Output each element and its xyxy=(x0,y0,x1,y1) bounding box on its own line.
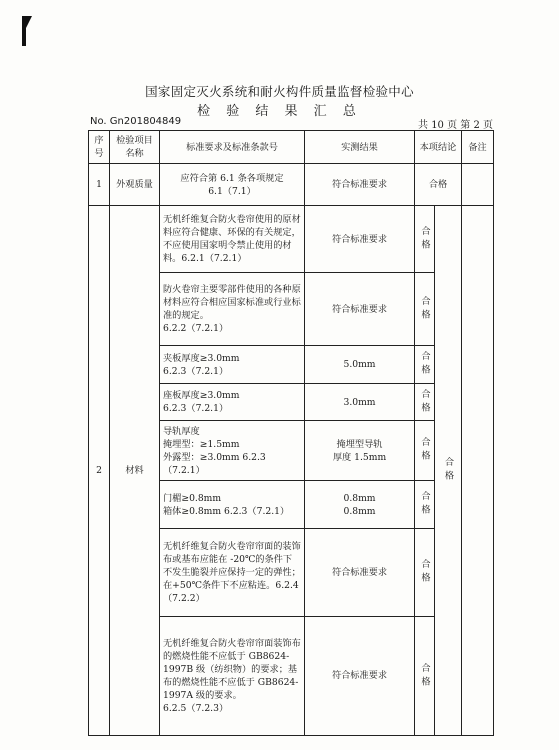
header-item: 检验项目名称 xyxy=(110,131,160,164)
sub-standard: 门楣≥0.8mm 箱体≥0.8mm 6.2.3（7.2.1） xyxy=(160,480,305,528)
row-result: 符合标准要求 xyxy=(305,164,415,206)
results-table xyxy=(88,130,494,736)
org-title: 国家固定灭火系统和耐火构件质量监督检验中心 xyxy=(145,84,414,99)
table-row xyxy=(89,164,494,206)
sub-conclusion: 合格 xyxy=(415,421,435,481)
sub-result: 3.0mm xyxy=(305,383,415,421)
row-seq: 1 xyxy=(89,164,110,206)
sub-standard: 导轨厚度 掩埋型：≥1.5mm 外露型：≥3.0mm 6.2.3（7.2.1） xyxy=(160,421,305,481)
group-seq: 2 xyxy=(89,206,110,736)
sub-conclusion: 合格 xyxy=(415,206,435,273)
sub-standard: 无机纤维复合防火卷帘帘面装饰布的燃烧性能不应低于 GB8624-1997B 级（纺织物）的要求；基布的燃烧性能不应低于 GB8624-1997A 级的要求。 6.2.5（7.2.3） xyxy=(160,616,305,735)
sub-result: 符合标准要求 xyxy=(305,616,415,735)
sub-standard: 无机纤维复合防火卷帘使用的原材料应符合健康、环保的有关规定，不应使用国家明令禁止使用的材料。6.2.1（7.2.1） xyxy=(160,206,305,273)
header-conclusion: 本项结论 xyxy=(415,131,462,164)
sub-result: 符合标准要求 xyxy=(305,273,415,346)
row-conclusion: 合格 xyxy=(415,164,462,206)
corner-mark-bar xyxy=(22,16,26,46)
sub-conclusion: 合格 xyxy=(415,383,435,421)
sub-standard: 夹板厚度≥3.0mm 6.2.3（7.2.1） xyxy=(160,346,305,384)
table-header-row xyxy=(89,131,494,164)
header-result: 实测结果 xyxy=(305,131,415,164)
group-remark xyxy=(462,206,494,736)
sub-result: 掩埋型导轨 厚度 1.5mm xyxy=(305,421,415,481)
sub-result: 符合标准要求 xyxy=(305,206,415,273)
sub-standard: 防火卷帘主要零部件使用的各种原材料应符合相应国家标准或行业标准的规定。 6.2.2（7.2.1） xyxy=(160,273,305,346)
row-standard: 应符合第 6.1 条各项规定 6.1（7.1） xyxy=(160,164,305,206)
row-item: 外观质量 xyxy=(110,164,160,206)
table-row xyxy=(89,206,494,273)
doc-number: No. Gn201804849 xyxy=(90,116,182,127)
page-count: 共 10 页 第 2 页 xyxy=(418,120,493,131)
sub-result: 0.8mm 0.8mm xyxy=(305,480,415,528)
header-remark: 备注 xyxy=(462,131,494,164)
group-item: 材料 xyxy=(110,206,160,736)
sub-standard: 座板厚度≥3.0mm 6.2.3（7.2.1） xyxy=(160,383,305,421)
sub-conclusion: 合格 xyxy=(415,273,435,346)
sub-standard: 无机纤维复合防火卷帘帘面的装饰布或基布应能在 -20℃的条件下不发生脆裂并应保持一定的弹性；在+50℃条件下不应粘连。6.2.4（7.2.2） xyxy=(160,529,305,617)
sub-result: 符合标准要求 xyxy=(305,529,415,617)
sub-conclusion: 合格 xyxy=(415,346,435,384)
doc-title: 检 验 结 果 汇 总 xyxy=(197,104,362,119)
header-seq: 序号 xyxy=(89,131,110,164)
group-conclusion: 合格 xyxy=(435,206,462,736)
sub-conclusion: 合格 xyxy=(415,529,435,617)
sub-result: 5.0mm xyxy=(305,346,415,384)
sub-conclusion: 合格 xyxy=(415,480,435,528)
row-remark xyxy=(462,164,494,206)
header-standard: 标准要求及标准条款号 xyxy=(160,131,305,164)
sub-conclusion: 合格 xyxy=(415,616,435,735)
